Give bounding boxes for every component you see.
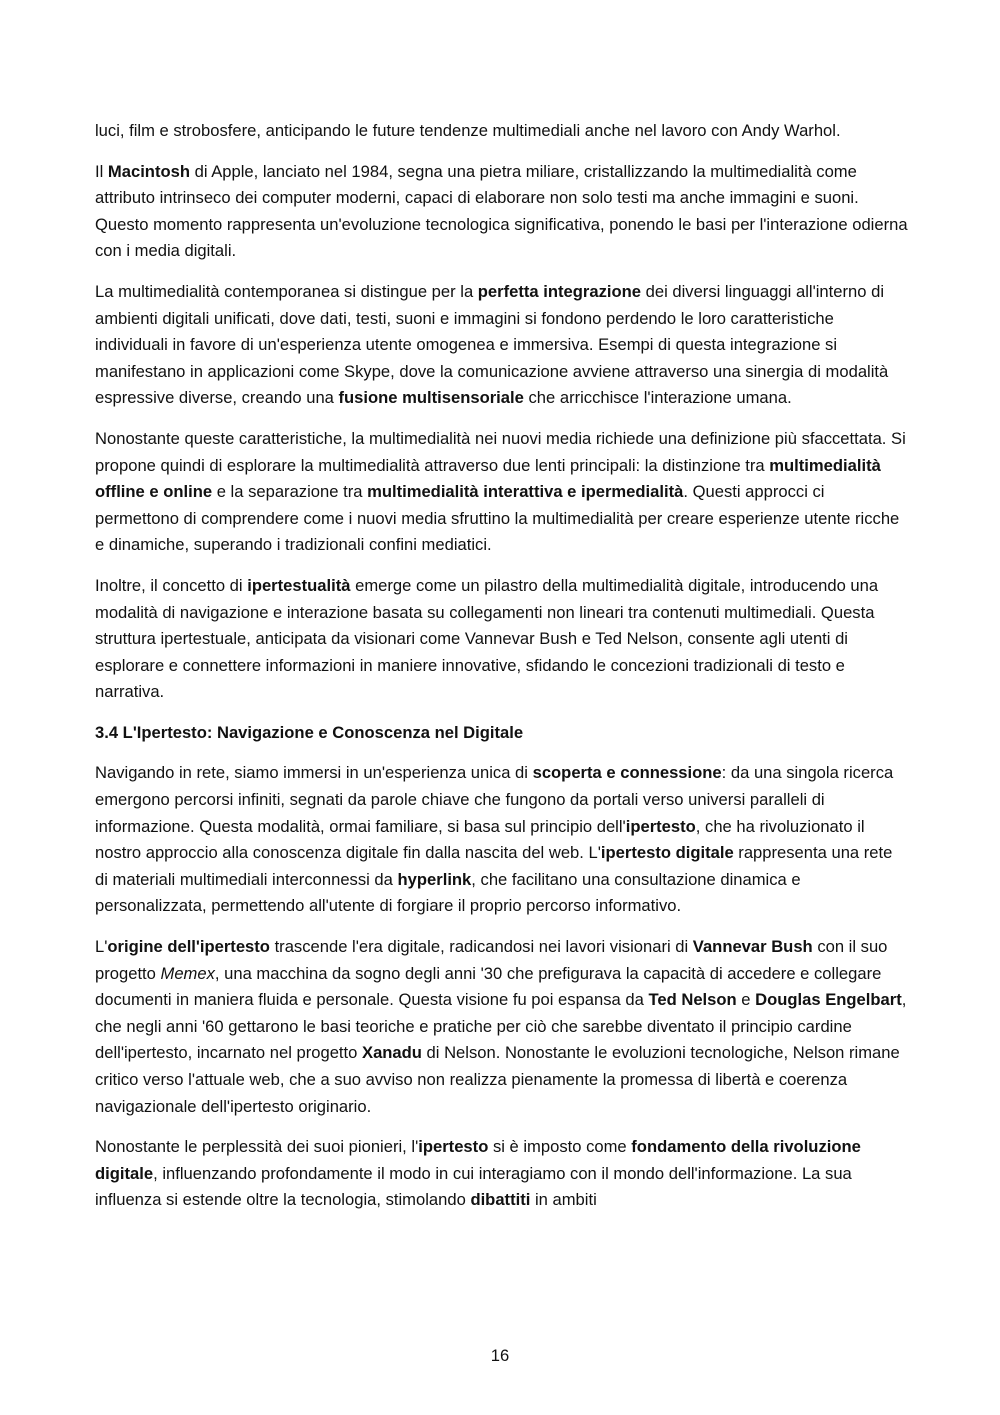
- text-run: di Nelson. Nonostante le evoluzioni tecnologiche, Nelson rimane critico verso l'attuale web, che a suo avviso non realizza pienamente la promessa di libertà e coerenza navigazionale dell'ipertesto originario.: [95, 1043, 900, 1116]
- text-run: Nonostante queste caratteristiche, la multimedialità nei nuovi media richiede una definizione più sfaccettata. Si propone quindi di esplorare la multimedialità attraverso due lenti principali: la distinzione tra: [95, 428, 906, 475]
- text-run: L': [95, 937, 108, 957]
- text-run: , influenzando profondamente il modo in cui interagiamo con il mondo dell'informazione. La sua influenza si estende oltre la tecnologia, stimolando: [95, 1163, 852, 1210]
- text-run: , che facilitano una consultazione dinamica e personalizzata, permettendo all'utente di forgiare il proprio percorso informativo.: [95, 869, 801, 916]
- paragraph: [95, 426, 908, 559]
- text-run: 3.4 L'Ipertesto: Navigazione e Conoscenza nel Digitale: [95, 722, 524, 742]
- bold-text: multimedialità interattiva e ipermedialità: [367, 482, 684, 502]
- bold-text: ipertesto: [625, 816, 696, 836]
- text-run: trascende l'era digitale, radicandosi nei lavori visionari di: [269, 937, 693, 957]
- text-run: e la separazione tra: [212, 482, 368, 502]
- italic-text: Memex: [160, 963, 215, 983]
- bold-text: Vannevar Bush: [692, 937, 813, 957]
- text-run: rappresenta una rete di materiali multimediali interconnessi da: [95, 843, 893, 889]
- text-run: luci, film e strobosfere, anticipando le future tendenze multimediali anche nel lavoro con Andy Warhol.: [95, 121, 841, 140]
- text-run: La multimedialità contemporanea si distingue per la: [95, 281, 478, 301]
- text-run: : da una singola ricerca emergono percorsi infiniti, segnati da parole chiave che fungono da portali verso universi paralleli di informazione. Questa modalità, ormai familiare, si basa sul principio dell': [95, 763, 894, 836]
- bold-text: fusione multisensoriale: [338, 388, 524, 408]
- bold-text: scoperta e connessione: [532, 763, 722, 783]
- bold-text: ipertesto: [418, 1137, 489, 1157]
- section-heading: [95, 720, 908, 747]
- bold-text: Douglas Engelbart: [755, 990, 902, 1010]
- text-run: Inoltre, il concetto di: [95, 575, 248, 595]
- paragraph: [95, 934, 908, 1120]
- paragraph: [95, 279, 908, 412]
- bold-text: Xanadu: [362, 1043, 422, 1063]
- bold-text: fondamento della rivoluzione digitale: [95, 1137, 861, 1183]
- text-run: si è imposto come: [488, 1137, 632, 1157]
- paragraph: [95, 760, 908, 920]
- bold-text: Macintosh: [107, 161, 190, 181]
- bold-text: Ted Nelson: [648, 990, 737, 1010]
- text-run: , che negli anni '60 gettarono le basi teoriche e pratiche per ciò che sarebbe diventato il principio cardine dell'ipertesto, incarnato nel progetto: [95, 990, 907, 1063]
- bold-text: ipertesto digitale: [600, 843, 734, 863]
- text-run: Il: [95, 161, 108, 181]
- paragraph: [95, 1134, 908, 1214]
- paragraph: [95, 573, 908, 706]
- text-run: , una macchina da sogno degli anni '30 che prefigurava la capacità di accedere e collegare documenti in maniera fluida e personale. Questa visione fu poi espansa da: [95, 963, 882, 1010]
- text-run: che arricchisce l'interazione umana.: [523, 388, 792, 408]
- text-run: Nonostante le perplessità dei suoi pionieri, l': [95, 1137, 419, 1157]
- text-run: in ambiti: [530, 1190, 597, 1210]
- paragraph: [95, 118, 908, 145]
- document-page: [95, 118, 908, 1228]
- bold-text: multimedialità offline e online: [95, 455, 881, 502]
- text-run: . Questi approcci ci permettono di comprendere come i nuovi media sfruttino la multimedialità per creare esperienze utente ricche e dinamiche, superando i tradizionali confini mediatici.: [95, 482, 900, 555]
- text-run: con il suo progetto: [95, 937, 888, 983]
- text-run: , che ha rivoluzionato il nostro approccio alla conoscenza digitale fin dalla nascita del web. L': [95, 816, 865, 863]
- bold-text: ipertestualità: [247, 575, 351, 595]
- bold-text: dibattiti: [470, 1190, 531, 1210]
- text-run: emerge come un pilastro della multimedialità digitale, introducendo una modalità di navigazione e interazione basata su collegamenti non lineari tra contenuti multimediali. Questa struttura ipertestuale, anticipata da visionari come Vannevar Bush e Ted Nelson, consente agli utenti di esplorare e connettere informazioni in maniere innovative, sfidando le concezioni tradizionali di testo e narrativa.: [95, 575, 879, 702]
- page-number: 16: [490, 1346, 510, 1365]
- bold-text: origine dell'ipertesto: [107, 937, 270, 957]
- text-run: Navigando in rete, siamo immersi in un'esperienza unica di: [95, 763, 533, 783]
- bold-text: perfetta integrazione: [477, 281, 641, 301]
- bold-text: hyperlink: [397, 869, 472, 889]
- text-run: dei diversi linguaggi all'interno di ambienti digitali unificati, dove dati, testi, suoni e immagini si fondono perdendo le loro caratteristiche individuali in favore di un'esperienza utente omogenea e immersiva. Esempi di questa integrazione si manifestano in applicazioni come Skype, dove la comunicazione avviene attraverso una sinergia di modalità espressive diverse, creando una: [95, 281, 889, 408]
- text-run: e: [736, 990, 756, 1010]
- paragraph: [95, 159, 908, 265]
- text-run: di Apple, lanciato nel 1984, segna una pietra miliare, cristallizzando la multimedialità come attributo intrinseco dei computer moderni, capaci di elaborare non solo testi ma anche immagini e suoni. Questo momento rappresenta un'evoluzione tecnologica significativa, ponendo le basi per l'interazione odierna con i media digitali.: [95, 161, 908, 261]
